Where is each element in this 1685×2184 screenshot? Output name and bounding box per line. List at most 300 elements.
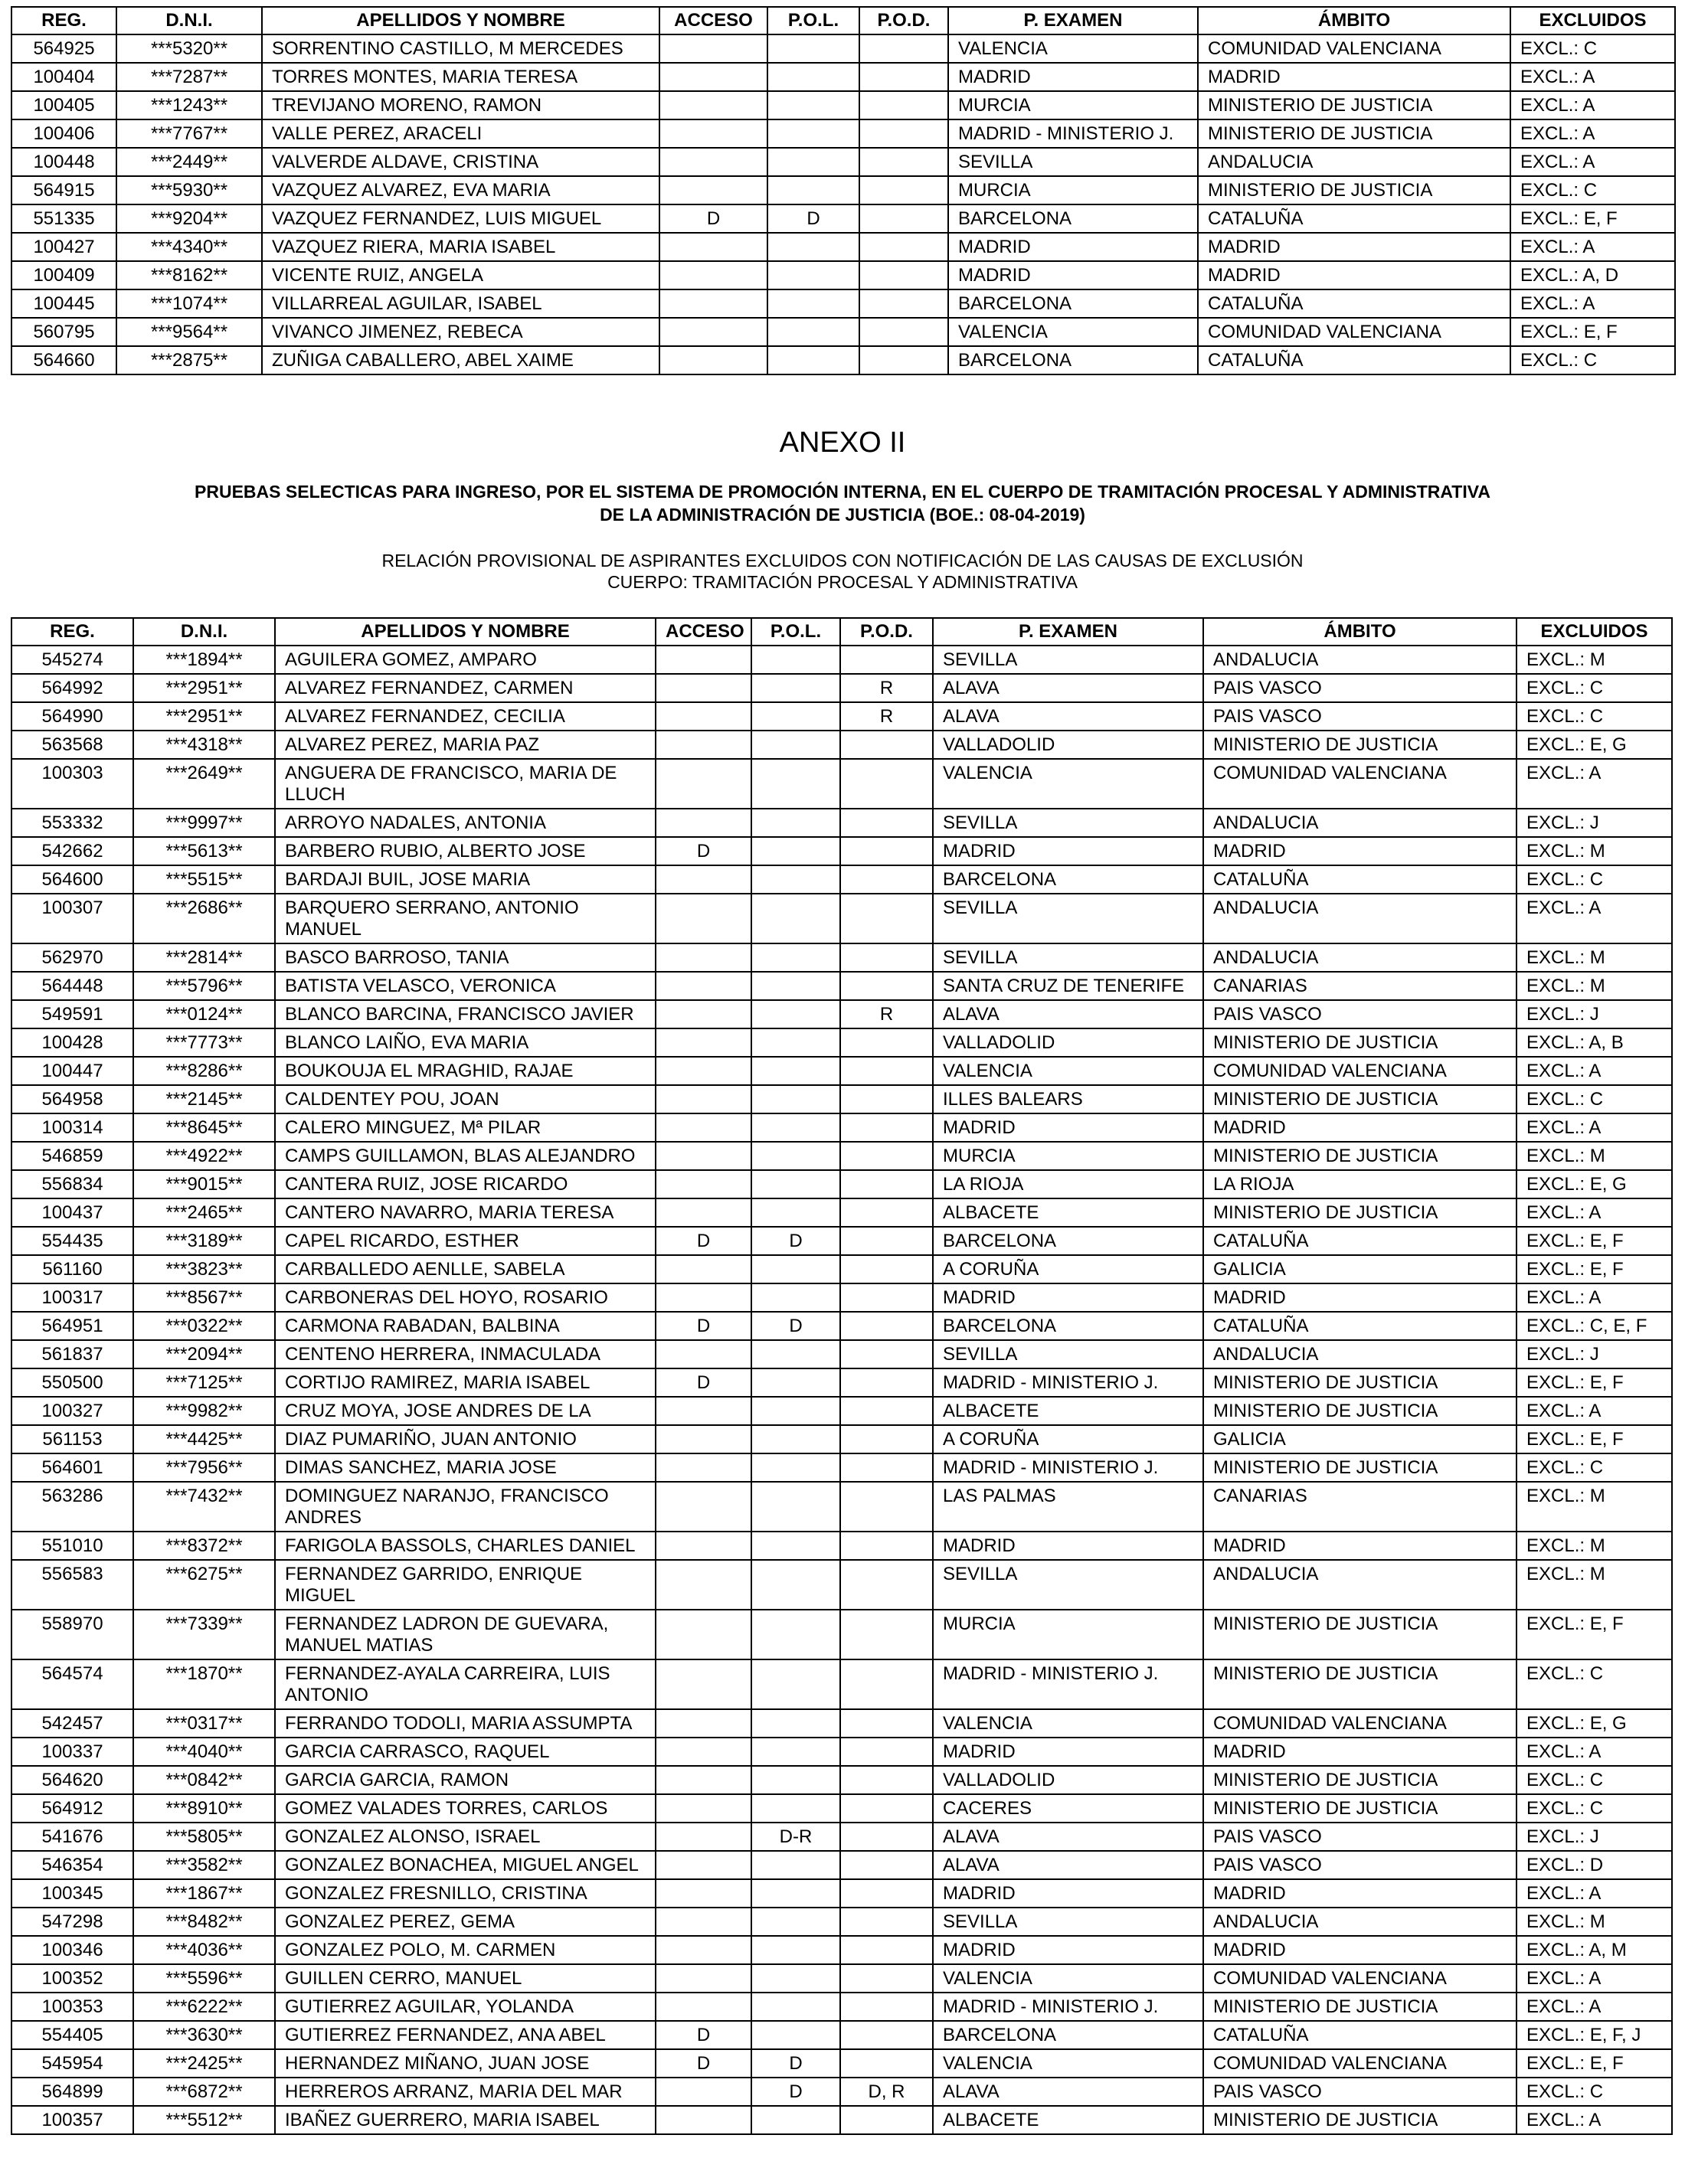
cell-acceso [656, 702, 751, 731]
cell-acceso [659, 289, 767, 318]
cell-acceso [656, 1397, 751, 1425]
cell-reg: 563568 [11, 731, 133, 759]
cell-acceso [656, 1766, 751, 1794]
cell-dni: ***5796** [133, 972, 275, 1000]
cell-name: FERNANDEZ GARRIDO, ENRIQUE MIGUEL [275, 1560, 656, 1610]
cell-reg: 542662 [11, 837, 133, 865]
cell-name: VALLE PEREZ, ARACELI [262, 119, 659, 148]
cell-reg: 560795 [11, 318, 116, 346]
cell-acceso [659, 63, 767, 91]
cell-reg: 100307 [11, 894, 133, 943]
cell-pod [840, 1659, 933, 1709]
table-row [11, 1659, 1672, 1709]
table-row [11, 261, 1675, 289]
table-row [11, 346, 1675, 374]
cell-dni: ***4036** [133, 1936, 275, 1964]
cell-examen: VALENCIA [948, 318, 1198, 346]
cell-reg: 100404 [11, 63, 116, 91]
cell-reg: 561837 [11, 1340, 133, 1368]
cell-examen: MADRID - MINISTERIO J. [933, 1453, 1203, 1482]
cell-pol [751, 1397, 840, 1425]
cell-pol: D [767, 204, 859, 233]
table-row [11, 1823, 1672, 1851]
cell-reg: 564600 [11, 865, 133, 894]
cell-pol [751, 1794, 840, 1823]
cell-reg: 100445 [11, 289, 116, 318]
cell-pod [840, 1425, 933, 1453]
cell-pod [840, 809, 933, 837]
cell-pol [751, 1000, 840, 1028]
cell-pod [840, 1936, 933, 1964]
cell-name: GONZALEZ ALONSO, ISRAEL [275, 1823, 656, 1851]
column-header-name: APELLIDOS Y NOMBRE [262, 7, 659, 34]
cell-dni: ***4922** [133, 1142, 275, 1170]
cell-examen: ILLES BALEARS [933, 1085, 1203, 1113]
cell-name: BARQUERO SERRANO, ANTONIO MANUEL [275, 894, 656, 943]
cell-acceso [656, 1610, 751, 1659]
cell-dni: ***5930** [116, 176, 262, 204]
cell-acceso [656, 1283, 751, 1312]
cell-dni: ***9982** [133, 1397, 275, 1425]
cell-dni: ***8645** [133, 1113, 275, 1142]
cell-pol [751, 943, 840, 972]
table-row [11, 1908, 1672, 1936]
cell-excluidos: EXCL.: A [1510, 233, 1675, 261]
cell-excluidos: EXCL.: C [1516, 1453, 1672, 1482]
cell-acceso [656, 1000, 751, 1028]
cell-ambito: MINISTERIO DE JUSTICIA [1203, 1028, 1516, 1057]
cell-acceso: D [656, 2021, 751, 2049]
column-header-acceso: ACCESO [659, 7, 767, 34]
cell-pod [859, 148, 948, 176]
cell-ambito: COMUNIDAD VALENCIANA [1203, 2049, 1516, 2078]
cell-name: HERREROS ARRANZ, MARIA DEL MAR [275, 2078, 656, 2106]
cell-examen: BARCELONA [933, 1312, 1203, 1340]
cell-pol [751, 1964, 840, 1993]
cell-name: DIAZ PUMARIÑO, JUAN ANTONIO [275, 1425, 656, 1453]
cell-dni: ***9997** [133, 809, 275, 837]
cell-excluidos: EXCL.: M [1516, 972, 1672, 1000]
cell-acceso [656, 1879, 751, 1908]
cell-name: ALVAREZ FERNANDEZ, CARMEN [275, 674, 656, 702]
cell-ambito: MADRID [1198, 63, 1510, 91]
cell-ambito: MINISTERIO DE JUSTICIA [1203, 1142, 1516, 1170]
cell-dni: ***7339** [133, 1610, 275, 1659]
cell-acceso: D [656, 2049, 751, 2078]
table-row [11, 1738, 1672, 1766]
cell-excluidos: EXCL.: A [1510, 91, 1675, 119]
cell-name: GUILLEN CERRO, MANUEL [275, 1964, 656, 1993]
cell-dni: ***0842** [133, 1766, 275, 1794]
column-header-reg: REG. [11, 7, 116, 34]
cell-examen: BARCELONA [933, 2021, 1203, 2049]
cell-excluidos: EXCL.: A [1510, 119, 1675, 148]
cell-examen: VALENCIA [933, 2049, 1203, 2078]
cell-examen: ALAVA [933, 1000, 1203, 1028]
cell-reg: 562970 [11, 943, 133, 972]
cell-name: CRUZ MOYA, JOSE ANDRES DE LA [275, 1397, 656, 1425]
cell-pol [751, 1936, 840, 1964]
cell-name: BARBERO RUBIO, ALBERTO JOSE [275, 837, 656, 865]
cell-examen: ALBACETE [933, 2106, 1203, 2134]
cell-reg: 564958 [11, 1085, 133, 1113]
cell-excluidos: EXCL.: A [1516, 1283, 1672, 1312]
cell-reg: 564990 [11, 702, 133, 731]
cell-excluidos: EXCL.: E, G [1516, 731, 1672, 759]
cell-name: ARROYO NADALES, ANTONIA [275, 809, 656, 837]
cell-pol [751, 894, 840, 943]
cell-examen: SANTA CRUZ DE TENERIFE [933, 972, 1203, 1000]
cell-reg: 545954 [11, 2049, 133, 2078]
cell-dni: ***2449** [116, 148, 262, 176]
cell-acceso: D [656, 1368, 751, 1397]
cell-pol [751, 1425, 840, 1453]
cell-examen: MADRID [948, 261, 1198, 289]
table-row [11, 1482, 1672, 1532]
table-row [11, 204, 1675, 233]
cell-ambito: ANDALUCIA [1203, 1340, 1516, 1368]
table-row [11, 646, 1672, 674]
cell-pol [751, 1560, 840, 1610]
cell-name: TORRES MONTES, MARIA TERESA [262, 63, 659, 91]
table-row [11, 1312, 1672, 1340]
cell-dni: ***9204** [116, 204, 262, 233]
cell-pod [840, 943, 933, 972]
cell-excluidos: EXCL.: A [1516, 894, 1672, 943]
cell-ambito: MINISTERIO DE JUSTICIA [1203, 1085, 1516, 1113]
cell-excluidos: EXCL.: A [1516, 1738, 1672, 1766]
cell-ambito: ANDALUCIA [1203, 894, 1516, 943]
column-header-dni: D.N.I. [116, 7, 262, 34]
cell-excluidos: EXCL.: E, F [1516, 1255, 1672, 1283]
cell-pol [751, 1482, 840, 1532]
cell-reg: 100337 [11, 1738, 133, 1766]
cell-examen: MADRID [933, 1532, 1203, 1560]
cell-reg: 100448 [11, 148, 116, 176]
cell-dni: ***5515** [133, 865, 275, 894]
column-header-acceso: ACCESO [656, 618, 751, 646]
cell-dni: ***7432** [133, 1482, 275, 1532]
table-header-row [11, 7, 1675, 34]
cell-excluidos: EXCL.: C [1516, 1794, 1672, 1823]
cell-name: ALVAREZ PEREZ, MARIA PAZ [275, 731, 656, 759]
cell-pod [840, 1709, 933, 1738]
cell-excluidos: EXCL.: M [1516, 837, 1672, 865]
cell-excluidos: EXCL.: E, F [1516, 1368, 1672, 1397]
cell-reg: 100353 [11, 1993, 133, 2021]
cell-reg: 564951 [11, 1312, 133, 1340]
cell-dni: ***8162** [116, 261, 262, 289]
cell-dni: ***5512** [133, 2106, 275, 2134]
cell-acceso [656, 1851, 751, 1879]
cell-acceso [656, 1532, 751, 1560]
cell-acceso [659, 346, 767, 374]
cell-acceso [656, 972, 751, 1000]
cell-ambito: ANDALUCIA [1198, 148, 1510, 176]
table-row [11, 91, 1675, 119]
cell-excluidos: EXCL.: A, B [1516, 1028, 1672, 1057]
cell-pod [840, 1397, 933, 1425]
table-row [11, 674, 1672, 702]
cell-pol [767, 346, 859, 374]
cell-dni: ***3189** [133, 1227, 275, 1255]
cell-dni: ***1870** [133, 1659, 275, 1709]
cell-excluidos: EXCL.: C [1516, 2078, 1672, 2106]
cell-reg: 100447 [11, 1057, 133, 1085]
cell-excluidos: EXCL.: E, F [1516, 1610, 1672, 1659]
cell-excluidos: EXCL.: A [1516, 1993, 1672, 2021]
cell-excluidos: EXCL.: A, D [1510, 261, 1675, 289]
table-row [11, 1283, 1672, 1312]
table-row [11, 1453, 1672, 1482]
cell-pod [840, 1560, 933, 1610]
cell-name: CARBONERAS DEL HOYO, ROSARIO [275, 1283, 656, 1312]
cell-pol [767, 119, 859, 148]
cell-excluidos: EXCL.: A, M [1516, 1936, 1672, 1964]
table-row [11, 1368, 1672, 1397]
cell-ambito: CATALUÑA [1198, 204, 1510, 233]
cell-excluidos: EXCL.: C [1510, 34, 1675, 63]
cell-ambito: CANARIAS [1203, 972, 1516, 1000]
cell-excluidos: EXCL.: M [1516, 1908, 1672, 1936]
cell-pol [751, 1028, 840, 1057]
cell-reg: 547298 [11, 1908, 133, 1936]
table-row [11, 289, 1675, 318]
table-row [11, 1766, 1672, 1794]
cell-acceso [656, 674, 751, 702]
cell-reg: 100327 [11, 1397, 133, 1425]
cell-dni: ***9015** [133, 1170, 275, 1198]
cell-reg: 564574 [11, 1659, 133, 1709]
cell-name: CARMONA RABADAN, BALBINA [275, 1312, 656, 1340]
cell-ambito: PAIS VASCO [1203, 1851, 1516, 1879]
cell-dni: ***8910** [133, 1794, 275, 1823]
cell-dni: ***2094** [133, 1340, 275, 1368]
cell-excluidos: EXCL.: E, G [1516, 1170, 1672, 1198]
cell-examen: ALAVA [933, 674, 1203, 702]
cell-ambito: GALICIA [1203, 1255, 1516, 1283]
cell-name: VAZQUEZ RIERA, MARIA ISABEL [262, 233, 659, 261]
cell-dni: ***0317** [133, 1709, 275, 1738]
cell-pod [840, 1057, 933, 1085]
table-row [11, 731, 1672, 759]
cell-pod [840, 1908, 933, 1936]
cell-name: CENTENO HERRERA, INMACULADA [275, 1340, 656, 1368]
cell-reg: 550500 [11, 1368, 133, 1397]
cell-reg: 564899 [11, 2078, 133, 2106]
cell-examen: MADRID [933, 1738, 1203, 1766]
cell-name: VAZQUEZ ALVAREZ, EVA MARIA [262, 176, 659, 204]
cell-pod [840, 1142, 933, 1170]
cell-acceso [656, 1993, 751, 2021]
cell-pod [840, 1113, 933, 1142]
cell-name: BATISTA VELASCO, VERONICA [275, 972, 656, 1000]
cell-examen: VALENCIA [948, 34, 1198, 63]
table-row [11, 865, 1672, 894]
cell-examen: ALAVA [933, 702, 1203, 731]
cell-acceso [656, 1908, 751, 1936]
cell-pol [767, 318, 859, 346]
cell-reg: 554435 [11, 1227, 133, 1255]
cell-reg: 551335 [11, 204, 116, 233]
cell-dni: ***2145** [133, 1085, 275, 1113]
cell-reg: 100409 [11, 261, 116, 289]
cell-excluidos: EXCL.: J [1516, 1823, 1672, 1851]
cell-examen: MURCIA [948, 91, 1198, 119]
cell-ambito: ANDALUCIA [1203, 943, 1516, 972]
table-row [11, 1560, 1672, 1610]
cell-name: VILLARREAL AGUILAR, ISABEL [262, 289, 659, 318]
table-header-row [11, 618, 1672, 646]
cell-acceso [659, 233, 767, 261]
cell-pod: R [840, 674, 933, 702]
cell-acceso [656, 2078, 751, 2106]
cell-acceso: D [656, 1227, 751, 1255]
cell-acceso [656, 1170, 751, 1198]
table-row [11, 34, 1675, 63]
cell-reg: 100345 [11, 1879, 133, 1908]
cell-name: CANTERO NAVARRO, MARIA TERESA [275, 1198, 656, 1227]
cell-examen: MADRID [948, 233, 1198, 261]
cell-name: HERNANDEZ MIÑANO, JUAN JOSE [275, 2049, 656, 2078]
cell-acceso [656, 1453, 751, 1482]
cell-pol [751, 646, 840, 674]
table-row [11, 1028, 1672, 1057]
cell-excluidos: EXCL.: M [1516, 1482, 1672, 1532]
cell-examen: MADRID [933, 1283, 1203, 1312]
cell-excluidos: EXCL.: A [1516, 1397, 1672, 1425]
cell-acceso [656, 1482, 751, 1532]
cell-pod [859, 346, 948, 374]
cell-acceso [656, 1936, 751, 1964]
cell-dni: ***2686** [133, 894, 275, 943]
cell-reg: 564620 [11, 1766, 133, 1794]
column-header-examen: P. EXAMEN [948, 7, 1198, 34]
cell-name: GONZALEZ PEREZ, GEMA [275, 1908, 656, 1936]
cell-dni: ***5613** [133, 837, 275, 865]
cell-pol [751, 1113, 840, 1142]
cell-ambito: MINISTERIO DE JUSTICIA [1203, 731, 1516, 759]
cell-examen: SEVILLA [933, 646, 1203, 674]
cell-dni: ***2951** [133, 674, 275, 702]
cell-pod [840, 1170, 933, 1198]
table-row [11, 1425, 1672, 1453]
cell-pod [840, 1879, 933, 1908]
cell-examen: SEVILLA [933, 1560, 1203, 1610]
cell-pol [767, 233, 859, 261]
cell-dni: ***1074** [116, 289, 262, 318]
cell-excluidos: EXCL.: A [1510, 63, 1675, 91]
cell-ambito: MADRID [1203, 1936, 1516, 1964]
cell-examen: BARCELONA [948, 346, 1198, 374]
cell-pod [859, 91, 948, 119]
cell-examen: MADRID [933, 1936, 1203, 1964]
cell-acceso [656, 1340, 751, 1368]
cell-pol [751, 1198, 840, 1227]
cell-acceso [659, 176, 767, 204]
cell-pol [751, 1255, 840, 1283]
cell-pod [840, 1964, 933, 1993]
cell-ambito: ANDALUCIA [1203, 646, 1516, 674]
cell-name: BLANCO BARCINA, FRANCISCO JAVIER [275, 1000, 656, 1028]
cell-ambito: CATALUÑA [1203, 2021, 1516, 2049]
cell-ambito: MINISTERIO DE JUSTICIA [1203, 1198, 1516, 1227]
cell-ambito: MINISTERIO DE JUSTICIA [1198, 176, 1510, 204]
cell-examen: CACERES [933, 1794, 1203, 1823]
cell-pod [840, 1255, 933, 1283]
cell-acceso [656, 943, 751, 972]
table-row [11, 1879, 1672, 1908]
cell-dni: ***2649** [133, 759, 275, 809]
cell-examen: A CORUÑA [933, 1425, 1203, 1453]
cell-name: DIMAS SANCHEZ, MARIA JOSE [275, 1453, 656, 1482]
cell-dni: ***7773** [133, 1028, 275, 1057]
cell-pod [840, 1532, 933, 1560]
cell-acceso [656, 1057, 751, 1085]
cell-reg: 564660 [11, 346, 116, 374]
cell-pol [751, 1851, 840, 1879]
cell-acceso [656, 1659, 751, 1709]
cell-acceso [656, 1113, 751, 1142]
cell-pod [840, 1028, 933, 1057]
cell-examen: SEVILLA [933, 943, 1203, 972]
cell-reg: 554405 [11, 2021, 133, 2049]
cell-acceso [659, 34, 767, 63]
cell-pod [840, 1610, 933, 1659]
cell-name: TREVIJANO MORENO, RAMON [262, 91, 659, 119]
cell-acceso [656, 1738, 751, 1766]
cell-name: ZUÑIGA CABALLERO, ABEL XAIME [262, 346, 659, 374]
table-row [11, 759, 1672, 809]
cell-pod [840, 2021, 933, 2049]
cell-excluidos: EXCL.: J [1516, 1340, 1672, 1368]
cell-pol [751, 731, 840, 759]
column-header-dni: D.N.I. [133, 618, 275, 646]
cell-reg: 556834 [11, 1170, 133, 1198]
table-row [11, 2049, 1672, 2078]
cell-ambito: MADRID [1203, 1113, 1516, 1142]
cell-pol [767, 91, 859, 119]
cell-pod [840, 837, 933, 865]
cell-excluidos: EXCL.: C [1516, 1659, 1672, 1709]
cell-pol [751, 1993, 840, 2021]
cell-examen: MADRID - MINISTERIO J. [948, 119, 1198, 148]
cell-ambito: MINISTERIO DE JUSTICIA [1203, 1397, 1516, 1425]
cell-examen: BARCELONA [948, 289, 1198, 318]
table-row [11, 1085, 1672, 1113]
cell-pod [840, 2106, 933, 2134]
cell-pol [751, 1709, 840, 1738]
table-row [11, 809, 1672, 837]
cell-pol [751, 837, 840, 865]
cell-pol [751, 674, 840, 702]
cell-ambito: COMUNIDAD VALENCIANA [1198, 318, 1510, 346]
cell-acceso [656, 1964, 751, 1993]
cell-ambito: CATALUÑA [1198, 289, 1510, 318]
cell-examen: VALLADOLID [933, 1028, 1203, 1057]
cell-reg: 553332 [11, 809, 133, 837]
cell-dni: ***8372** [133, 1532, 275, 1560]
cell-name: BASCO BARROSO, TANIA [275, 943, 656, 972]
cell-name: GUTIERREZ FERNANDEZ, ANA ABEL [275, 2021, 656, 2049]
cell-ambito: PAIS VASCO [1203, 702, 1516, 731]
cell-acceso [659, 261, 767, 289]
table-row [11, 1000, 1672, 1028]
cell-pol [767, 176, 859, 204]
cell-ambito: ANDALUCIA [1203, 809, 1516, 837]
cell-examen: SEVILLA [933, 809, 1203, 837]
cell-excluidos: EXCL.: C [1510, 346, 1675, 374]
